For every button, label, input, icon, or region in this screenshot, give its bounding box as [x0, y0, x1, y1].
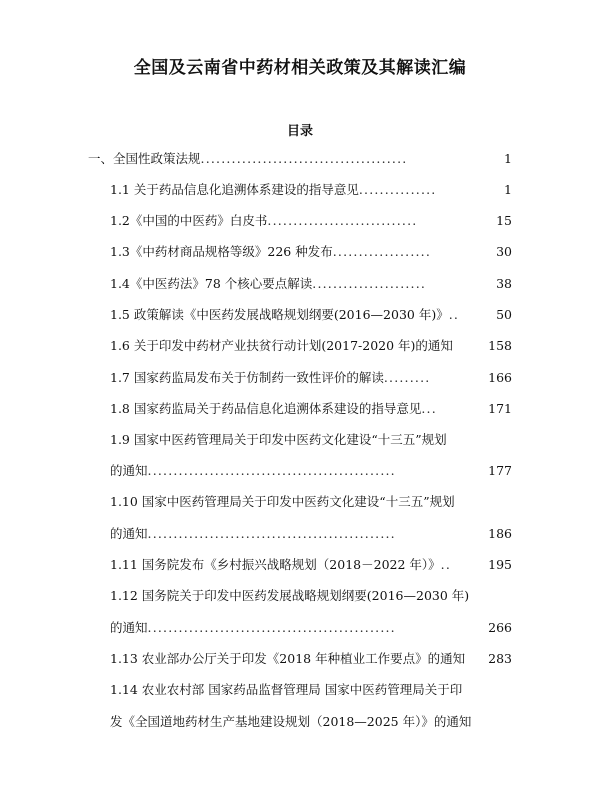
toc-entry[interactable]: [110, 211, 512, 231]
toc-entry-text: 1.8 国家药监局关于药品信息化追溯体系建设的指导意见: [110, 401, 422, 416]
toc-entry-text: 1.1 关于药品信息化追溯体系建设的指导意见: [110, 182, 359, 197]
toc-leader: .............................: [267, 213, 418, 228]
toc-entry[interactable]: [110, 180, 512, 200]
toc-page-number: 177: [488, 463, 512, 478]
toc-entry[interactable]: [88, 149, 512, 169]
toc-entry-text[interactable]: 1.14 农业农村部 国家药品监督管理局 国家中医药管理局关于印: [110, 682, 463, 697]
toc-page-number: 283: [488, 651, 512, 666]
toc-entry-text: 1.4《中医药法》78 个核心要点解读: [110, 276, 313, 291]
toc-entry-text: 的通知: [110, 463, 148, 478]
toc-leader: ...............: [358, 182, 437, 197]
toc-entry-text: 1.6 关于印发中药材产业扶贫行动计划(2017-2020 年)的通知: [110, 338, 453, 353]
toc-leader: .........: [383, 370, 431, 385]
toc-page-number: 15: [496, 213, 512, 228]
toc-entry-text: 的通知: [110, 526, 148, 541]
toc-entry-text: 1.2《中国的中医药》白皮书: [110, 213, 268, 228]
toc-entry-text: 一、全国性政策法规: [88, 151, 201, 166]
toc-entry[interactable]: [110, 555, 512, 575]
toc-entry[interactable]: [110, 305, 512, 325]
toc-page-number: 166: [488, 370, 512, 385]
toc-entry[interactable]: [110, 618, 512, 638]
toc-entry-text[interactable]: 发《全国道地药材生产基地建设规划（2018—2025 年）》的通知: [110, 714, 472, 729]
toc-entry-text: 1.13 农业部办公厅关于印发《2018 年种植业工作要点》的通知: [110, 651, 466, 666]
toc-page-number: 158: [488, 338, 512, 353]
toc-leader: ......................: [312, 276, 427, 291]
toc-leader: ................................................: [147, 463, 396, 478]
toc-page-number: 30: [496, 244, 512, 259]
toc-leader: ..: [448, 307, 460, 322]
toc-entry-text: 1.7 国家药监局发布关于仿制药一致性评价的解读: [110, 370, 384, 385]
toc-entry-text: 1.3《中药材商品规格等级》226 种发布: [110, 244, 333, 259]
toc-entry[interactable]: [110, 524, 512, 544]
toc-leader: ................................................: [147, 526, 396, 541]
toc-entry[interactable]: [110, 399, 512, 419]
toc-leader: ..: [440, 557, 452, 572]
toc-entry[interactable]: [110, 242, 512, 262]
toc-entry[interactable]: [110, 274, 512, 294]
toc-page-number: 50: [496, 307, 512, 322]
toc-entry-text[interactable]: 1.12 国务院关于印发中医药发展战略规划纲要(2016—2030 年): [110, 588, 470, 603]
toc-entry[interactable]: [110, 336, 512, 356]
toc-page-number: 1: [504, 182, 512, 197]
toc-entry[interactable]: [110, 649, 512, 669]
toc-entry-text: 1.5 政策解读《中医药发展战略规划纲要(2016—2030 年)》: [110, 307, 449, 322]
toc-entry[interactable]: [110, 461, 512, 481]
toc-entry[interactable]: [110, 368, 512, 388]
toc-page-number: 1: [504, 151, 512, 166]
toc-entry-text: 1.11 国务院发布《乡村振兴战略规划（2018－2022 年）》: [110, 557, 441, 572]
toc-page-number: 195: [488, 557, 512, 572]
toc-entry-text[interactable]: 1.10 国家中医药管理局关于印发中医药文化建设“十三五”规划: [110, 494, 455, 509]
toc-leader: ........................................: [200, 151, 408, 166]
toc-heading: 目录: [286, 124, 313, 139]
toc-leader: ...: [421, 401, 437, 416]
toc-leader: ................................................: [147, 620, 396, 635]
toc-page-number: 38: [496, 276, 512, 291]
toc-entry-text[interactable]: 1.9 国家中医药管理局关于印发中医药文化建设“十三五”规划: [110, 432, 447, 447]
toc-leader: ...................: [332, 244, 432, 259]
toc-entry-text: 的通知: [110, 620, 148, 635]
document-title: 全国及云南省中药材相关政策及其解读汇编: [133, 58, 467, 78]
toc-page-number: 266: [488, 620, 512, 635]
toc-page-number: 171: [488, 401, 512, 416]
toc-page-number: 186: [488, 526, 512, 541]
